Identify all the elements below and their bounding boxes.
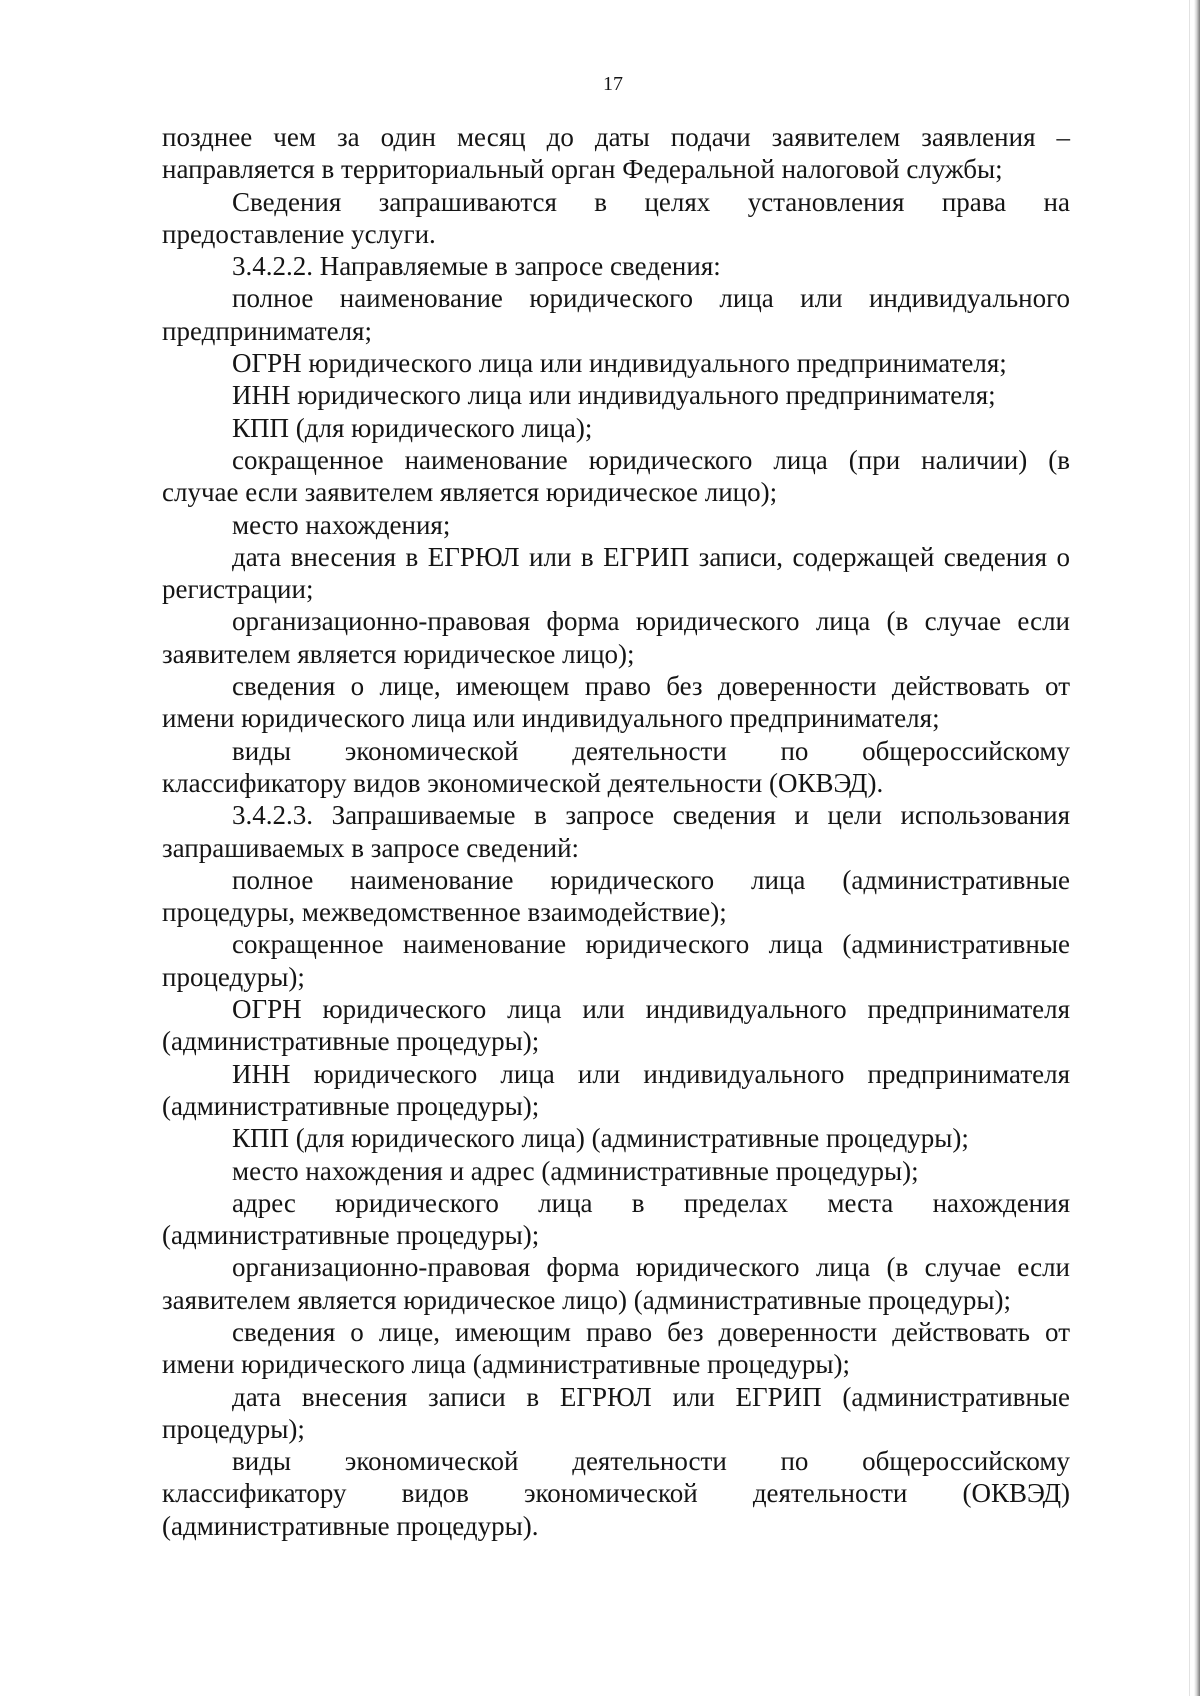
text-line: дата внесения записи в ЕГРЮЛ или ЕГРИП (административные: [232, 1381, 1070, 1412]
text-line: виды экономической деятельности по общероссийскому: [232, 1446, 1070, 1477]
scan-edge-line: [1189, 0, 1190, 1696]
text-line: сведения о лице, имеющем право без доверенности действовать от: [232, 671, 1070, 702]
paragraph: [162, 347, 1070, 379]
document-body: [162, 121, 1070, 1542]
text-line: ОГРН юридического лица или индивидуального предпринимателя;: [232, 348, 1007, 379]
paragraph: [162, 509, 1070, 541]
paragraph: [162, 1155, 1070, 1187]
text-line: 3.4.2.3. Запрашиваемые в запросе сведения и цели использования: [232, 800, 1070, 831]
text-line: заявителем является юридическое лицо);: [162, 638, 635, 669]
paragraph: [162, 1445, 1070, 1542]
paragraph: [162, 444, 1070, 509]
text-line: процедуры);: [162, 961, 305, 992]
paragraph: [162, 186, 1070, 251]
text-line: (административные процедуры);: [162, 1090, 540, 1121]
paragraph: [162, 993, 1070, 1058]
text-line: предоставление услуги.: [162, 218, 436, 249]
text-line: сокращенное наименование юридического лица (административные: [232, 929, 1070, 960]
text-line: сокращенное наименование юридического лица (при наличии) (в: [232, 444, 1070, 475]
text-line: ИНН юридического лица или индивидуального предпринимателя;: [232, 380, 996, 411]
text-line: (административные процедуры);: [162, 1220, 540, 1251]
text-line: регистрации;: [162, 574, 314, 605]
page-number: 17: [603, 73, 623, 95]
paragraph: [162, 605, 1070, 670]
text-line: Сведения запрашиваются в целях установления права на: [232, 186, 1070, 217]
text-line: ОГРН юридического лица или индивидуального предпринимателя: [232, 994, 1070, 1025]
paragraph: [162, 1058, 1070, 1123]
paragraph: [162, 1251, 1070, 1316]
text-line: имени юридического лица (административные процедуры);: [162, 1349, 850, 1380]
text-line: адрес юридического лица в пределах места нахождения: [232, 1187, 1070, 1218]
paragraph: [162, 282, 1070, 347]
text-line: позднее чем за один месяц до даты подачи заявителем заявления –: [162, 122, 1070, 152]
text-line: КПП (для юридического лица) (административные процедуры);: [232, 1123, 969, 1154]
text-line: предпринимателя;: [162, 315, 372, 346]
paragraph: [162, 799, 1070, 864]
paragraph: [162, 412, 1070, 444]
paragraph: [162, 864, 1070, 929]
text-line: полное наименование юридического лица или индивидуального: [232, 283, 1070, 314]
text-line: место нахождения и адрес (административные процедуры);: [232, 1155, 919, 1186]
text-line: (административные процедуры);: [162, 1026, 540, 1057]
text-line: имени юридического лица или индивидуального предпринимателя;: [162, 703, 940, 734]
paragraph: [162, 121, 1070, 186]
paragraph: [162, 541, 1070, 606]
text-line: направляется в территориальный орган Федеральной налоговой службы;: [162, 154, 1003, 185]
paragraph: [162, 1187, 1070, 1252]
paragraph: [162, 250, 1070, 282]
paragraph: [162, 928, 1070, 993]
paragraph: [162, 1122, 1070, 1154]
text-line: (административные процедуры).: [162, 1510, 539, 1541]
text-line: классификатору видов экономической деятельности (ОКВЭД): [162, 1478, 1070, 1509]
text-line: полное наименование юридического лица (административные: [232, 864, 1070, 895]
text-line: случае если заявителем является юридическое лицо);: [162, 477, 778, 508]
paragraph: [162, 735, 1070, 800]
text-line: дата внесения в ЕГРЮЛ или в ЕГРИП записи, содержащей сведения о: [232, 541, 1070, 572]
text-line: процедуры, межведомственное взаимодействие);: [162, 897, 727, 928]
text-line: организационно-правовая форма юридического лица (в случае если: [232, 1252, 1070, 1283]
text-line: заявителем является юридическое лицо) (административные процедуры);: [162, 1284, 1012, 1315]
text-line: запрашиваемых в запросе сведений:: [162, 832, 580, 863]
paragraph: [162, 1316, 1070, 1381]
text-line: ИНН юридического лица или индивидуального предпринимателя: [232, 1058, 1070, 1089]
text-line: сведения о лице, имеющим право без доверенности действовать от: [232, 1316, 1070, 1347]
text-line: виды экономической деятельности по общероссийскому: [232, 735, 1070, 766]
paragraph: [162, 1381, 1070, 1446]
text-line: место нахождения;: [232, 509, 451, 540]
text-line: организационно-правовая форма юридического лица (в случае если: [232, 606, 1070, 637]
text-line: КПП (для юридического лица);: [232, 412, 593, 443]
paragraph: [162, 670, 1070, 735]
scan-edge-shadow: [1194, 0, 1200, 1696]
text-line: процедуры);: [162, 1413, 305, 1444]
text-line: классификатору видов экономической деятельности (ОКВЭД).: [162, 767, 884, 798]
text-line: 3.4.2.2. Направляемые в запросе сведения:: [232, 251, 721, 282]
paragraph: [162, 379, 1070, 411]
